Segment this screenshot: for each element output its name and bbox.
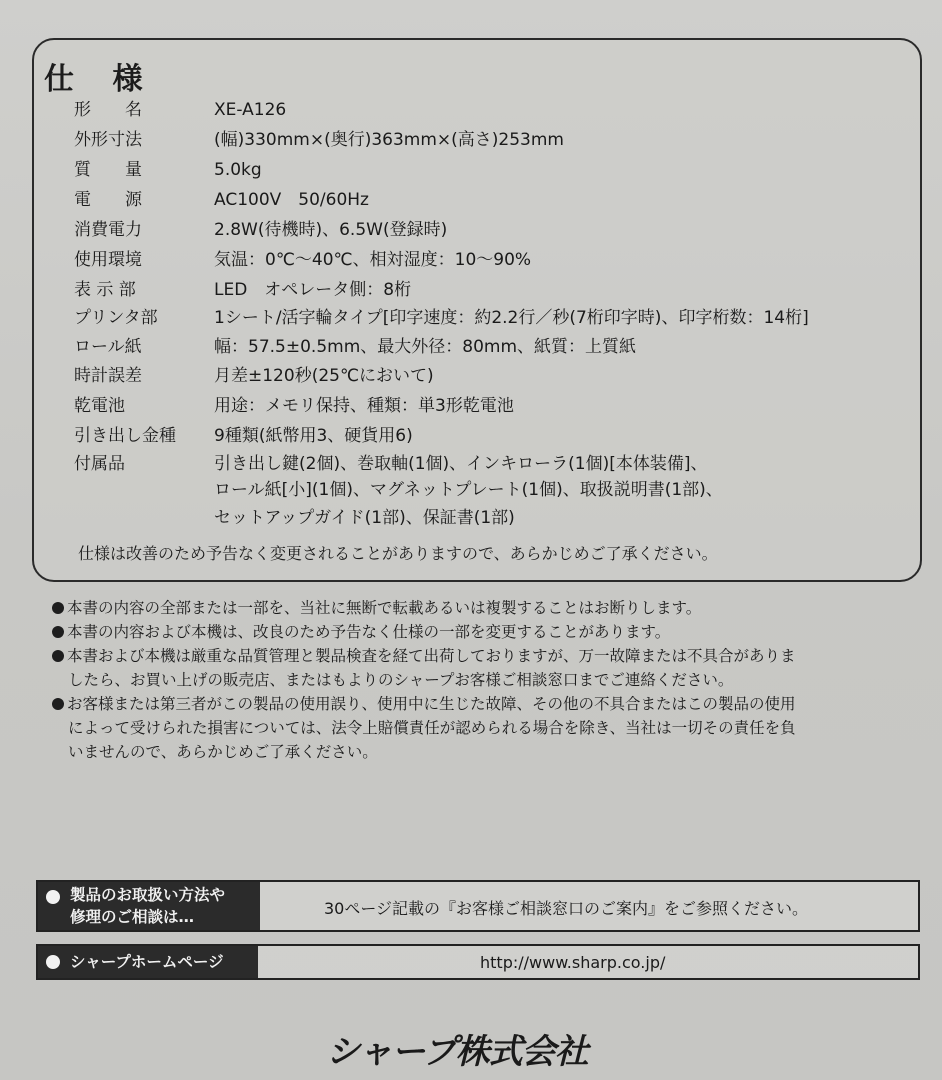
homepage-bar [36,944,920,980]
bullet-icon [46,955,60,969]
spec-value: XE-A126 [214,100,287,120]
spec-value: 幅：57.5±0.5mm、最大外径：80mm、紙質：上質紙 [214,337,637,357]
notice-line: 本書の内容および本機は、改良のため予告なく仕様の一部を変更することがあります。 [67,623,671,641]
notice-item [52,620,670,644]
spec-value: 1シート/活字輪タイプ[印字速度：約2.2行／秒(7桁印字時)、印字桁数：14桁] [214,308,809,328]
notice-line: 本書および本機は厳重な品質管理と製品検査を経て出荷しておりますが、万一故障または不具合がありま [67,647,796,665]
bullet-icon [52,626,64,638]
homepage-url[interactable]: http://www.sharp.co.jp/ [480,953,666,972]
spec-label: 質 量 [74,160,142,180]
spec-label: 表 示 部 [74,280,136,300]
bullet-icon [52,650,64,662]
spec-label: 付属品 [74,454,125,474]
bullet-icon [46,890,60,904]
spec-label: 時計誤差 [74,366,142,386]
spec-value: 9種類(紙幣用3、硬貨用6) [214,426,413,446]
contact-label-line1: 製品のお取扱い方法や [70,886,226,904]
spec-label: ロール紙 [74,337,142,357]
spec-value: (幅)330mm×(奥行)363mm×(高さ)253mm [214,130,564,150]
spec-label: プリンタ部 [74,308,158,328]
spec-value: 5.0kg [214,160,262,180]
spec-value: 引き出し鍵(2個)、巻取軸(1個)、インキローラ(1個)[本体装備]、 [214,454,708,474]
notice-line: いませんので、あらかじめご了承ください。 [68,743,378,761]
notice-item [52,596,701,620]
spec-label: 形 名 [74,100,142,120]
contact-label-line2: 修理のご相談は… [70,908,195,926]
spec-value: 月差±120秒(25℃において) [214,366,434,386]
notice-item [52,644,796,692]
contact-text: 30ページ記載の『お客様ご相談窓口のご案内』をご参照ください。 [324,899,809,918]
spec-value: 2.8W(待機時)、6.5W(登録時) [214,220,448,240]
notice-line: お客様または第三者がこの製品の使用誤り、使用中に生じた故障、その他の不具合またはこの製品の使用 [67,695,796,713]
notice-line: 本書の内容の全部または一部を、当社に無断で転載あるいは複製することはお断りします。 [67,599,702,617]
spec-title: 仕 様 [44,62,157,97]
homepage-label-box [38,946,258,978]
notice-line: によって受けられた損害については、法令上賠償責任が認められる場合を除き、当社は一切その責任を負 [68,719,796,737]
notice-line: したら、お買い上げの販売店、またはもよりのシャープお客様ご相談窓口までご連絡ください。 [68,671,734,689]
homepage-label: シャープホームページ [70,953,224,971]
contact-label [38,882,260,930]
spec-value: セットアップガイド(1部)、保証書(1部) [214,508,515,528]
spec-value: 用途：メモリ保持、種類：単3形乾電池 [214,396,514,416]
spec-note: 仕様は改善のため予告なく変更されることがありますので、あらかじめご了承ください。 [78,544,718,563]
spec-value: ロール紙[小](1個)、マグネットプレート(1個)、取扱説明書(1部)、 [214,480,723,500]
spec-value: LED オペレータ側：8桁 [214,280,412,300]
spec-value: AC100V 50/60Hz [214,190,369,210]
spec-label: 使用環境 [74,250,142,270]
spec-label: 乾電池 [74,396,125,416]
bullet-icon [52,602,64,614]
contact-bar [36,880,920,932]
spec-label: 外形寸法 [74,130,142,150]
notice-item [52,692,796,764]
spec-value: 気温：0℃～40℃、相対湿度：10～90% [214,250,532,270]
sharp-logo: シャープ株式会社 [326,1032,588,1072]
spec-label: 引き出し金種 [74,426,176,446]
spec-label: 電 源 [74,190,142,210]
bullet-icon [52,698,64,710]
spec-label: 消費電力 [74,220,142,240]
